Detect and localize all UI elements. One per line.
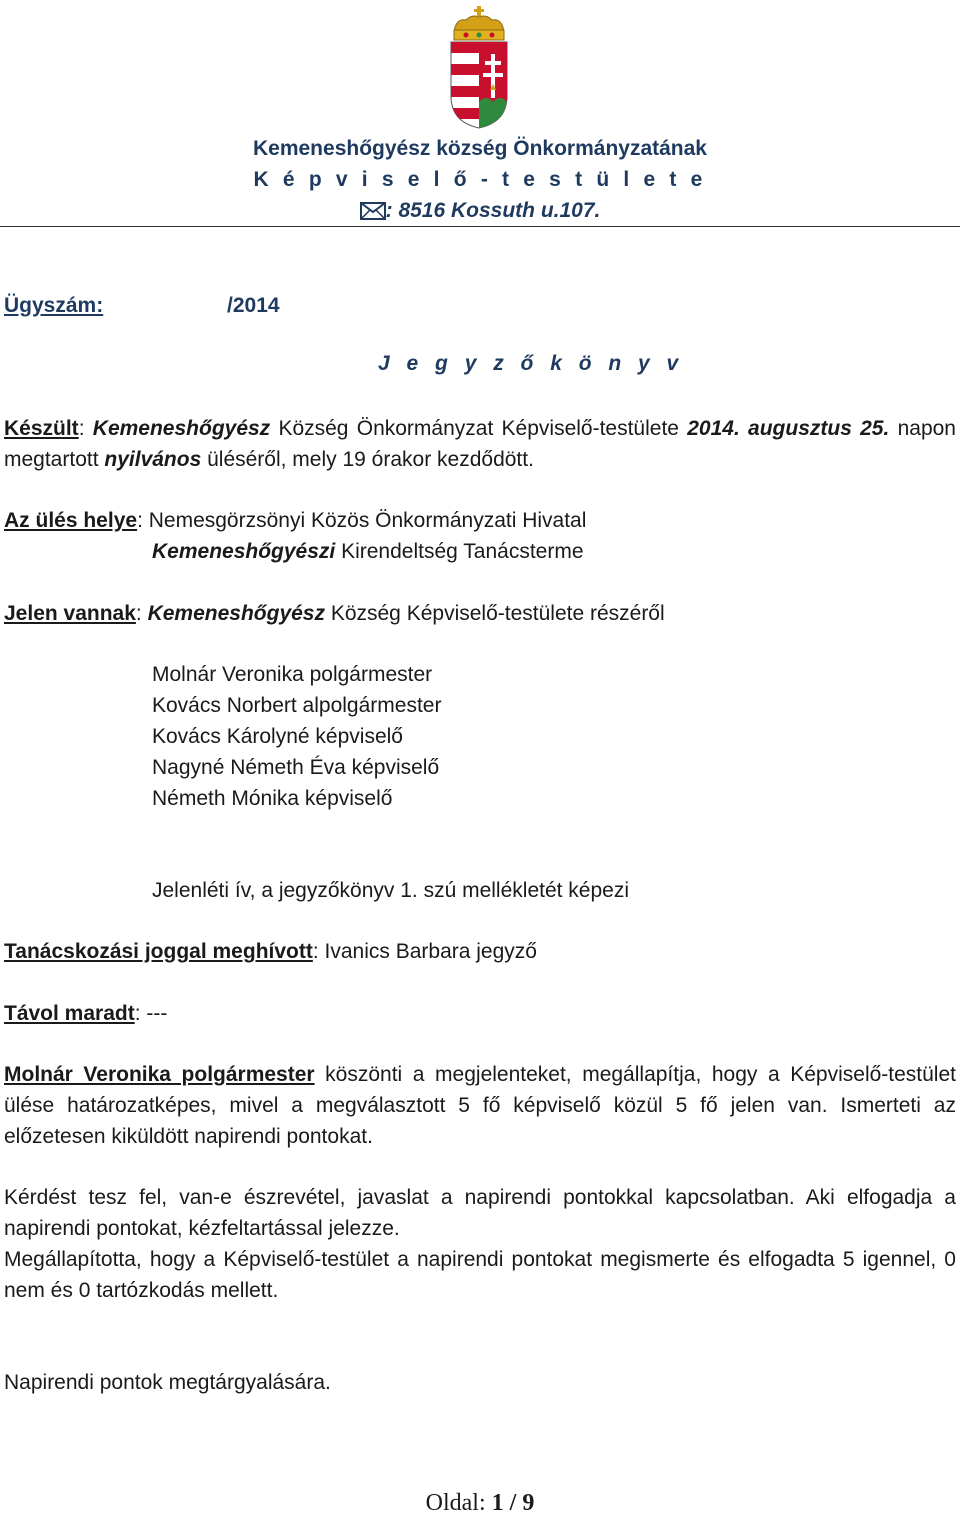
envelope-icon	[360, 202, 386, 220]
agenda-heading: Napirendi pontok megtárgyalására.	[4, 1371, 331, 1394]
made-label: Készült	[4, 417, 79, 440]
case-number-value: /2014	[227, 294, 280, 317]
location-label: Az ülés helye	[4, 509, 138, 532]
list-item: Nagyné Németh Éva képviselő	[152, 756, 440, 779]
opening-paragraph: Molnár Veronika polgármester köszönti a megjelenteket, megállapítja, hogy a Képviselő-testület ülése határozatképes, mivel a megválasztott 5 fő képviselő közül 5 fő jelen van. Ismerteti az előzetesen kiküldött napirendi pontokat.	[4, 1063, 956, 1148]
case-number-label: Ügyszám:	[4, 294, 104, 317]
made-paragraph: Készült: Kemeneshőgyész Község Önkormányzat Képviselő-testülete 2014. augusztus 25. napon megtartott nyilvános üléséről, mely 19 órakor kezdődött.	[4, 417, 956, 471]
location-line1: Az ülés helye: Nemesgörzsönyi Közös Önkormányzati Hivatal	[4, 509, 587, 532]
decision-paragraph: Megállapította, hogy a Képviselő-testület a napirendi pontokat megismerte és elfogadta 5 igennel, 0 nem és 0 tartózkodás mellett.	[4, 1248, 956, 1302]
list-item: Németh Mónika képviselő	[152, 787, 393, 810]
attendance-note: Jelenléti ív, a jegyzőkönyv 1. szú mellékletét képezi	[152, 879, 630, 902]
list-item: Molnár Veronika polgármester	[152, 663, 433, 686]
speaker-name: Molnár Veronika polgármester	[4, 1063, 315, 1086]
page-number: 1	[491, 1490, 504, 1516]
list-item: Kovács Norbert alpolgármester	[152, 694, 442, 717]
address	[0, 196, 960, 226]
org-name: Kemeneshőgyész község Önkormányzatának	[252, 137, 707, 160]
header-divider	[0, 226, 960, 227]
absent-line: Távol maradt: ---	[4, 1002, 168, 1025]
address-text: : 8516 Kossuth u.107.	[385, 199, 601, 222]
present-label: Jelen vannak	[4, 602, 136, 625]
absent-label: Távol maradt	[4, 1002, 135, 1025]
location-line2: Kemeneshőgyészi Kirendeltség Tanácsterme	[152, 540, 584, 563]
org-body: K é p v i s e l ő - t e s t ü l e t e	[253, 168, 707, 191]
coat-of-arms-icon	[446, 6, 512, 130]
question-paragraph: Kérdést tesz fel, van-e észrevétel, javaslat a napirendi pontokkal kapcsolatban. Aki elfogadja a napirendi pontokat, kézfeltartással jelezze.	[4, 1186, 956, 1240]
document-title: J e g y z ő k ö n y v	[378, 352, 684, 375]
invited-label: Tanácskozási joggal meghívott	[4, 940, 313, 963]
page-footer: Oldal: 1 / 9	[425, 1490, 535, 1516]
list-item: Kovács Károlyné képviselő	[152, 725, 403, 748]
page-total: 9	[522, 1490, 535, 1516]
present-line: Jelen vannak: Kemeneshőgyész Község Képviselő-testülete részéről	[4, 602, 665, 625]
invited-line: Tanácskozási joggal meghívott: Ivanics Barbara jegyző	[4, 940, 537, 963]
member-list	[152, 659, 441, 814]
